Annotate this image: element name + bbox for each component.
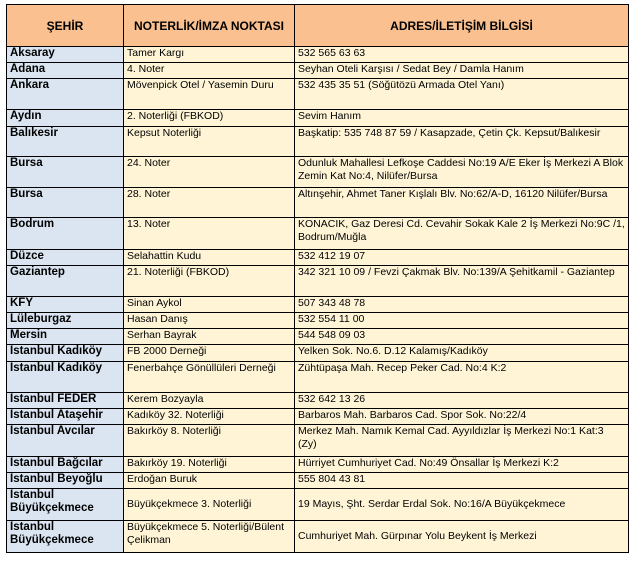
- address-cell: Odunluk Mahallesi Lefkoşe Caddesi No:19 A/E Eker İş Merkezi A Blok Zemin Kat No:4, Nilüfer/Bursa: [295, 157, 629, 188]
- table-row: [7, 250, 629, 266]
- header-address: ADRES/İLETİŞİM BİLGİSİ: [295, 5, 629, 47]
- city-cell: İstanbul Beyoğlu: [7, 473, 124, 489]
- city-cell: İstanbul Kadıköy: [7, 362, 124, 393]
- address-cell: 532 554 11 00: [295, 313, 629, 329]
- header-noter: NOTERLİK/İMZA NOKTASI: [124, 5, 295, 47]
- address-cell: 19 Mayıs, Şht. Serdar Erdal Sok. No:16/A Büyükçekmece: [295, 489, 629, 521]
- address-cell: Seyhan Oteli Karşısı / Sedat Bey / Damla Hanım: [295, 63, 629, 79]
- address-cell: 532 435 35 51 (Söğütözü Armada Otel Yanı): [295, 79, 629, 110]
- address-cell: 532 565 63 63: [295, 47, 629, 63]
- header-city: ŞEHİR: [7, 5, 124, 47]
- table-row: [7, 329, 629, 345]
- city-cell: Lüleburgaz: [7, 313, 124, 329]
- noter-cell: 4. Noter: [124, 63, 295, 79]
- city-cell: Gaziantep: [7, 266, 124, 297]
- city-cell: İstanbul Avcılar: [7, 425, 124, 457]
- table-row: [7, 473, 629, 489]
- city-cell: Aksaray: [7, 47, 124, 63]
- address-cell: Altınşehir, Ahmet Taner Kışlalı Blv. No:62/A-D, 16120 Nilüfer/Bursa: [295, 188, 629, 218]
- address-cell: Hürriyet Cumhuriyet Cad. No:49 Önsallar İş Merkezi K:2: [295, 457, 629, 473]
- table-row: [7, 188, 629, 218]
- table-row: [7, 157, 629, 188]
- address-cell: Merkez Mah. Namık Kemal Cad. Ayyıldızlar İş Merkezi No:1 Kat:3 (Zy): [295, 425, 629, 457]
- table-row: [7, 297, 629, 313]
- city-cell: İstanbul Ataşehir: [7, 409, 124, 425]
- table-row: [7, 218, 629, 250]
- city-cell: Balıkesir: [7, 127, 124, 157]
- address-cell: Barbaros Mah. Barbaros Cad. Spor Sok. No:22/4: [295, 409, 629, 425]
- city-cell: Aydın: [7, 110, 124, 127]
- table-row: [7, 47, 629, 63]
- table-row: [7, 457, 629, 473]
- noter-cell: Kerem Bozyayla: [124, 393, 295, 409]
- city-cell: Mersin: [7, 329, 124, 345]
- city-cell: Bursa: [7, 188, 124, 218]
- header-row: [7, 5, 629, 47]
- table-row: [7, 127, 629, 157]
- city-cell: İstanbul FEDER: [7, 393, 124, 409]
- city-cell: KFY: [7, 297, 124, 313]
- city-cell: İstanbul Bağcılar: [7, 457, 124, 473]
- table-row: [7, 266, 629, 297]
- noter-cell: Selahattin Kudu: [124, 250, 295, 266]
- noter-cell: 21. Noterliği (FBKOD): [124, 266, 295, 297]
- table-row: [7, 489, 629, 521]
- table-row: [7, 313, 629, 329]
- city-cell: Bodrum: [7, 218, 124, 250]
- city-cell: İstanbul Kadıköy: [7, 345, 124, 362]
- address-cell: Yelken Sok. No.6. D.12 Kalamış/Kadıköy: [295, 345, 629, 362]
- noter-cell: Kepsut Noterliği: [124, 127, 295, 157]
- noter-cell: 24. Noter: [124, 157, 295, 188]
- noter-cell: Bakırköy 19. Noterliği: [124, 457, 295, 473]
- noter-cell: 2. Noterliği (FBKOD): [124, 110, 295, 127]
- noter-cell: Büyükçekmece 3. Noterliği: [124, 489, 295, 521]
- address-cell: 507 343 48 78: [295, 297, 629, 313]
- noter-cell: 13. Noter: [124, 218, 295, 250]
- address-cell: 544 548 09 03: [295, 329, 629, 345]
- table-row: [7, 409, 629, 425]
- noter-cell: Tamer Kargı: [124, 47, 295, 63]
- noter-cell: FB 2000 Derneği: [124, 345, 295, 362]
- city-cell: İstanbul Büyükçekmece: [7, 521, 124, 553]
- city-cell: Adana: [7, 63, 124, 79]
- noter-cell: Fenerbahçe Gönüllüleri Derneği: [124, 362, 295, 393]
- noter-cell: Büyükçekmece 5. Noterliği/Bülent Çelikman: [124, 521, 295, 553]
- address-cell: Sevim Hanım: [295, 110, 629, 127]
- noter-cell: Mövenpick Otel / Yasemin Duru: [124, 79, 295, 110]
- address-cell: 532 642 13 26: [295, 393, 629, 409]
- address-cell: 342 321 10 09 / Fevzi Çakmak Blv. No:139/A Şehitkamil - Gaziantep: [295, 266, 629, 297]
- city-cell: İstanbul Büyükçekmece: [7, 489, 124, 521]
- noter-cell: 28. Noter: [124, 188, 295, 218]
- table-row: [7, 393, 629, 409]
- noter-cell: Kadıköy 32. Noterliği: [124, 409, 295, 425]
- noter-cell: Bakırköy 8. Noterliği: [124, 425, 295, 457]
- city-cell: Düzce: [7, 250, 124, 266]
- noter-cell: Erdoğan Buruk: [124, 473, 295, 489]
- table-row: [7, 521, 629, 553]
- table-row: [7, 425, 629, 457]
- table-row: [7, 63, 629, 79]
- address-cell: 555 804 43 81: [295, 473, 629, 489]
- address-cell: 532 412 19 07: [295, 250, 629, 266]
- city-cell: Ankara: [7, 79, 124, 110]
- table-row: [7, 345, 629, 362]
- address-cell: Cumhuriyet Mah. Gürpınar Yolu Beykent İş Merkezi: [295, 521, 629, 553]
- table-row: [7, 362, 629, 393]
- address-cell: KONACIK, Gaz Deresi Cd. Cevahir Sokak Kale 2 İş Merkezi No:9C /1, Bodrum/Muğla: [295, 218, 629, 250]
- city-cell: Bursa: [7, 157, 124, 188]
- table-row: [7, 110, 629, 127]
- noter-cell: Hasan Danış: [124, 313, 295, 329]
- noter-cell: Sinan Aykol: [124, 297, 295, 313]
- table-row: [7, 79, 629, 110]
- notary-table: [6, 4, 629, 553]
- noter-cell: Serhan Bayrak: [124, 329, 295, 345]
- address-cell: Başkatip: 535 748 87 59 / Kasapzade, Çetin Çk. Kepsut/Balıkesir: [295, 127, 629, 157]
- address-cell: Zühtüpaşa Mah. Recep Peker Cad. No:4 K:2: [295, 362, 629, 393]
